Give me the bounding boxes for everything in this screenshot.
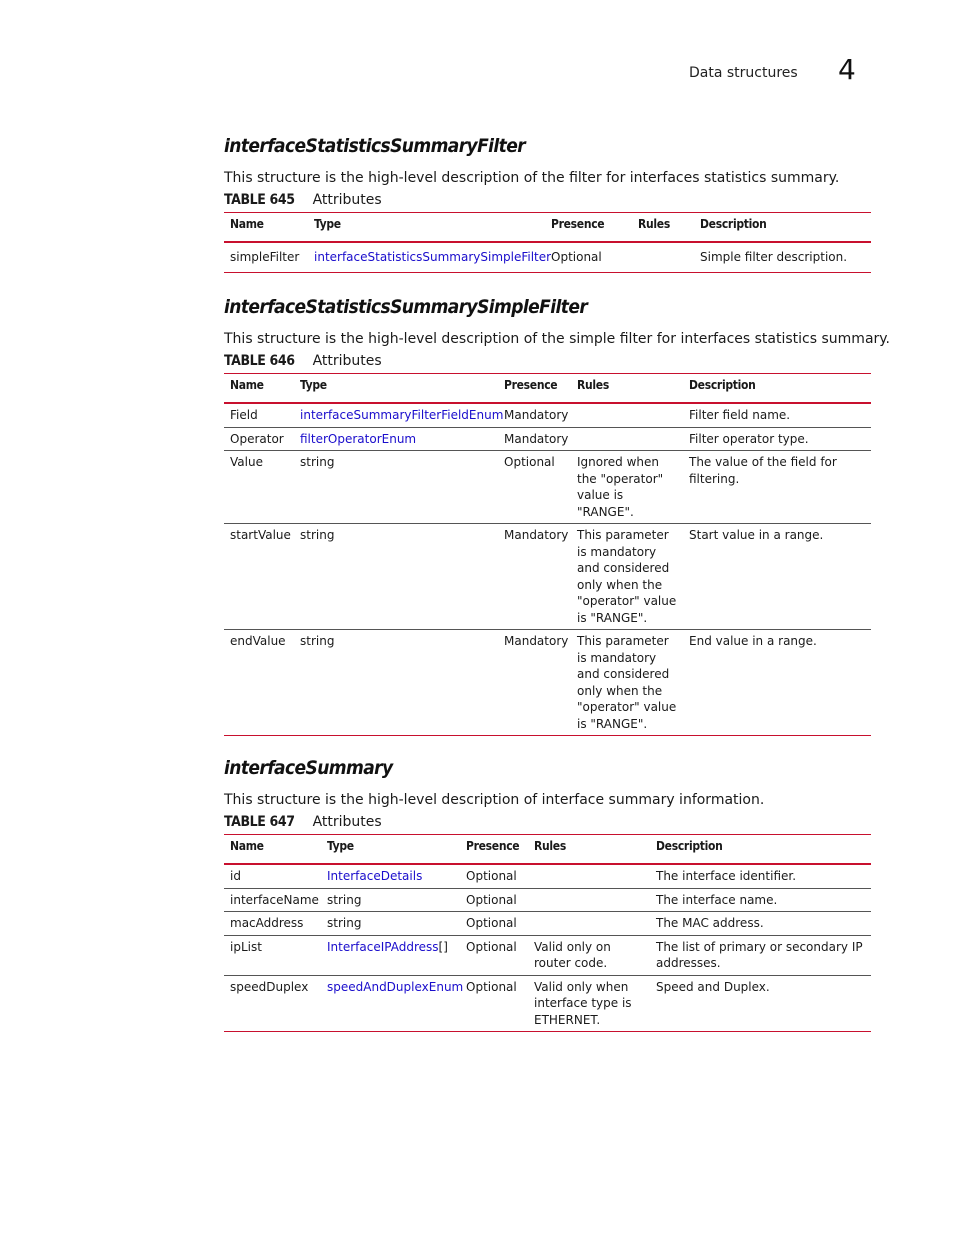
cell-name: speedDuplex [230, 979, 309, 994]
cell-type [321, 975, 464, 1032]
cell-presence: Optional [466, 892, 517, 907]
table-number: TABLE 645 [224, 192, 295, 208]
table-row [224, 451, 871, 524]
table-row [224, 403, 871, 427]
table-number: TABLE 647 [224, 814, 295, 830]
type-link[interactable]: InterfaceIPAddress [327, 939, 439, 954]
type-link[interactable]: InterfaceDetails [327, 869, 423, 883]
type-link[interactable]: interfaceSummaryFilterFieldEnum [300, 408, 504, 422]
cell-name: id [230, 869, 241, 883]
table-caption [224, 810, 871, 834]
table-caption-text: Attributes [312, 814, 382, 830]
col-header-rules: Rules [638, 217, 670, 231]
table-number: TABLE 646 [224, 353, 295, 369]
cell-description: End value in a range. [689, 634, 817, 648]
cell-description: Filter field name. [689, 408, 791, 422]
section-interface-statistics-summary-simple-filter [224, 294, 891, 736]
cell-rules: Valid only on router code. [534, 939, 611, 970]
cell-rules [528, 888, 650, 912]
cell-type [294, 427, 498, 451]
section-title: interfaceStatisticsSummaryFilter [224, 135, 526, 157]
table-caption [224, 188, 871, 212]
section-title: interfaceStatisticsSummarySimpleFilter [224, 296, 588, 318]
type-link[interactable]: speedAndDuplexEnum [327, 979, 464, 994]
section-intro: This structure is the high-level description of the simple filter for interfaces statistics summary. [224, 331, 891, 347]
cell-type [321, 935, 460, 975]
col-header-name: Name [230, 378, 264, 392]
cell-name: macAddress [230, 916, 304, 930]
cell-type: string [327, 892, 362, 907]
cell-presence: Mandatory [504, 431, 569, 446]
cell-type: string [300, 528, 335, 542]
chapter-number: 4 [838, 53, 856, 86]
col-header-description: Description [700, 217, 767, 231]
cell-type: string [300, 455, 335, 469]
cell-name: ipList [230, 939, 262, 954]
cell-name: Value [230, 455, 263, 469]
cell-rules: Valid only when interface type is ETHERNET. [534, 979, 632, 1027]
col-header-rules: Rules [534, 839, 566, 853]
table-row [224, 888, 871, 912]
cell-type [321, 864, 460, 888]
table-row [224, 912, 871, 936]
cell-type [294, 403, 504, 427]
type-array-suffix: [] [438, 939, 448, 954]
col-header-type: Type [327, 839, 354, 853]
cell-rules [632, 242, 694, 272]
col-header-presence: Presence [504, 378, 558, 392]
cell-presence: Optional [466, 939, 517, 954]
cell-name: simpleFilter [230, 250, 300, 264]
type-link[interactable]: interfaceStatisticsSummarySimpleFilter [314, 250, 552, 264]
section-interface-summary [224, 755, 871, 1032]
cell-presence: Optional [466, 916, 517, 930]
table-caption [224, 349, 871, 373]
col-header-name: Name [230, 839, 264, 853]
cell-type: string [327, 916, 362, 930]
section-interface-statistics-summary-filter [224, 133, 871, 273]
table-row [224, 524, 871, 630]
table-row [224, 864, 871, 888]
cell-presence: Optional [504, 455, 555, 469]
cell-presence: Optional [466, 979, 517, 994]
cell-name: interfaceName [230, 892, 319, 907]
col-header-description: Description [656, 839, 723, 853]
cell-description: The MAC address. [656, 916, 764, 930]
cell-presence: Mandatory [504, 408, 569, 422]
cell-rules [528, 912, 650, 936]
running-header-section: Data structures [689, 65, 798, 81]
cell-rules: Ignored when the "operator" value is "RANGE". [577, 455, 664, 519]
col-header-name: Name [230, 217, 264, 231]
section-intro: This structure is the high-level description of the filter for interfaces statistics summary. [224, 170, 840, 186]
cell-presence: Optional [551, 250, 602, 264]
cell-presence: Mandatory [504, 528, 569, 542]
cell-rules [571, 403, 683, 427]
cell-rules [528, 864, 650, 888]
table-row [224, 975, 871, 1032]
cell-rules: This parameter is mandatory and considered only when the "operator" value is "RANGE". [577, 528, 677, 625]
table-row [224, 935, 871, 975]
col-header-type: Type [314, 217, 341, 231]
cell-rules [571, 427, 683, 451]
cell-name: endValue [230, 634, 286, 648]
col-header-presence: Presence [551, 217, 605, 231]
type-link[interactable]: filterOperatorEnum [300, 431, 417, 446]
cell-description: Filter operator type. [689, 431, 809, 446]
table-header-row [224, 213, 871, 243]
table-caption-text: Attributes [312, 192, 382, 208]
cell-description: Start value in a range. [689, 528, 824, 542]
cell-presence: Mandatory [504, 634, 569, 648]
cell-type [308, 242, 552, 272]
attributes-table [224, 834, 871, 1032]
col-header-presence: Presence [466, 839, 520, 853]
cell-name: Field [230, 408, 258, 422]
section-intro: This structure is the high-level description of interface summary information. [224, 792, 765, 808]
col-header-type: Type [300, 378, 327, 392]
attributes-table [224, 212, 871, 273]
table-row [224, 242, 871, 272]
cell-rules: This parameter is mandatory and considered only when the "operator" value is "RANGE". [577, 634, 677, 731]
cell-description: The interface identifier. [656, 869, 797, 883]
table-header-row [224, 835, 871, 865]
section-title: interfaceSummary [224, 757, 393, 779]
col-header-rules: Rules [577, 378, 609, 392]
cell-presence: Optional [466, 869, 517, 883]
cell-type: string [300, 634, 335, 648]
table-caption-text: Attributes [312, 353, 382, 369]
table-header-row [224, 374, 871, 404]
table-row [224, 427, 871, 451]
cell-name: startValue [230, 528, 291, 542]
cell-description: Simple filter description. [700, 250, 848, 264]
col-header-description: Description [689, 378, 756, 392]
cell-description: The value of the field for filtering. [689, 455, 837, 486]
table-row [224, 630, 871, 736]
cell-description: The interface name. [656, 892, 778, 907]
cell-description: The list of primary or secondary IP addresses. [656, 939, 863, 970]
attributes-table [224, 373, 871, 736]
cell-description: Speed and Duplex. [656, 979, 770, 994]
cell-name: Operator [230, 431, 284, 446]
